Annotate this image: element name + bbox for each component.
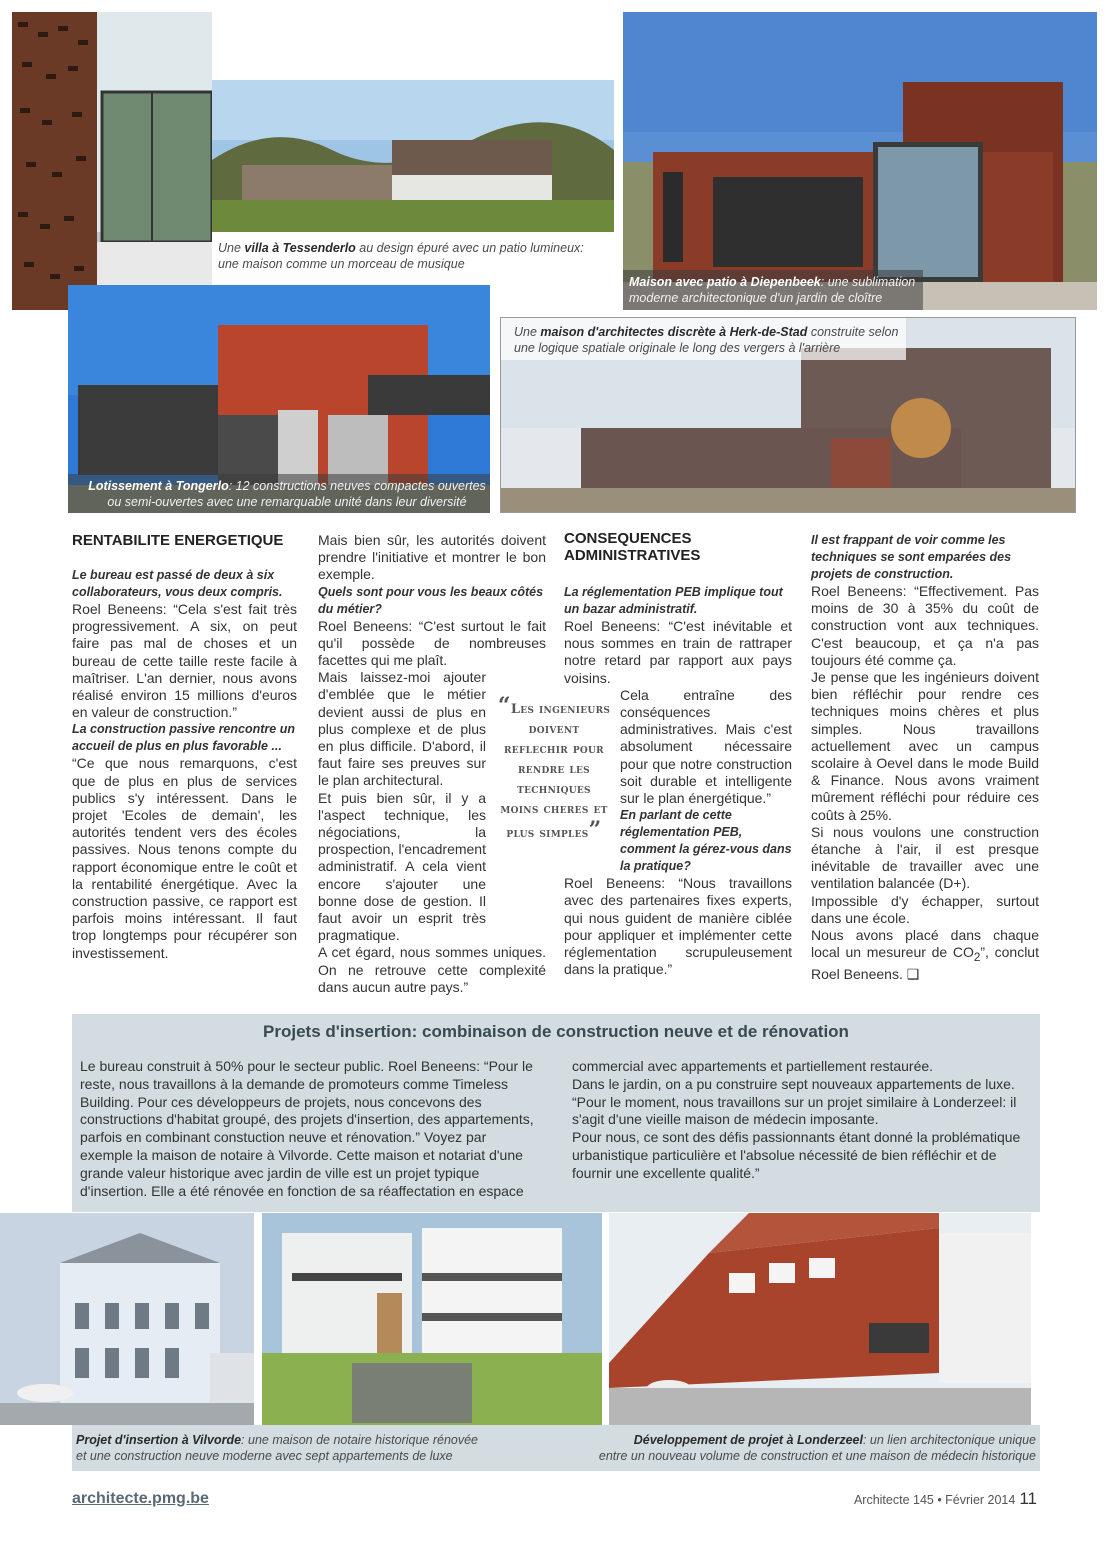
pull-quote-line: techniques <box>517 782 591 797</box>
caption-tessenderlo: Une villa à Tessenderlo au design épuré avec un patio lumineux: une maison comme un morceau de musique <box>218 241 584 271</box>
answer-paragraph: Si nous voulons une construction étanche à l'air, il est presque inévitable de travailler avec une ventilation balancée (D+). <box>811 823 1039 892</box>
column-4 <box>811 532 1039 983</box>
question: La réglementation PEB implique tout un bazar administratif. <box>564 585 783 616</box>
answer-paragraph: Roel Beneens: “C'est inévitable et nous sommes en train de rattraper notre retard par rapport aux pays voisins. <box>564 618 792 686</box>
close-quote-mark: ” <box>588 817 602 843</box>
answer-paragraph: Cela entraîne des conséquences administratives. Mais c'est absolument nécessaire pour que notre construction soit durable et intelligente sur le plan énergétique.” <box>620 686 792 807</box>
end-of-article-mark: ❑ <box>906 966 920 983</box>
heading-consequences: CONSEQUENCES ADMINISTRATIVES <box>564 530 701 564</box>
caption-diepenbeek: Maison avec patio à Diepenbeek: une sublimation moderne architectonique d'un jardin de cloître <box>629 275 916 305</box>
website-link[interactable]: architecte.pmg.be <box>72 1490 209 1507</box>
pull-quote-line: doivent <box>528 722 580 737</box>
photo-tessenderlo-villa <box>212 80 614 232</box>
heading-rentabilite: RENTABILITE ENERGETIQUE <box>72 532 284 549</box>
answer-paragraph: Roel Beneens: “Effectivement. Pas moins de 30 à 35% du coût de construction vont aux techniques. C'est beaucoup, et ça n'a pas toujours été comme ça. <box>811 583 1039 668</box>
issue-label: Architecte 145 • Février 2014 <box>853 1493 1016 1507</box>
pull-quote-line: plus simples <box>506 826 589 841</box>
caption-herk-de-stad: Une maison d'architectes discrète à Herk-de-Stad construite selon une logique spatiale originale le long des vergers à l'arrière <box>514 325 899 355</box>
answer-paragraph: Impossible d'y échapper, surtout dans une école. <box>811 892 1039 926</box>
question: Le bureau est passé de deux à six collaborateurs, vous deux compris. <box>72 568 283 599</box>
answer-paragraph: Et puis bien sûr, il y a l'aspect technique, les négociations, la prospection, l'encadrement administratif. A cela vient encore s'ajouter une bonne dose de gestion. Il faut avoir un esprit très pragmatique. <box>318 789 486 944</box>
pull-quote-line: rendre les <box>518 762 590 777</box>
answer-paragraph: Je pense que les ingénieurs doivent bien réfléchir pour rendre ces techniques moins chères et plus simples. Nous travaillons actuellement avec un campus scolaire à Oevel dans le mode Build & Finance. Nous avons vraiment mûrement réfléchi pour réduire ces coûts à 25%. <box>811 669 1039 823</box>
sidebar-box-title: Projets d'insertion: combinaison de construction neuve et de rénovation <box>263 1022 849 1041</box>
column-3 <box>564 530 792 978</box>
pull-quote-line: reflechir pour <box>504 742 604 757</box>
photo-vilvorde-new-building <box>262 1213 602 1425</box>
pull-quote-line: Les ingenieurs <box>510 702 611 717</box>
sidebar-box-left-text: Le bureau construit à 50% pour le secteur public. Roel Beneens: “Pour le reste, nous travaillons à la demande de promoteurs comme Timeless Building. Pour ces développeurs de projets, nous concevons des constructions d'habitat groupé, des projets d'insertion, des appartements, parfois en combinant constuction neuve et rénovation.” Voyez par exemple la maison de notaire à Vilvorde. Cette maison et notariat d'une grande valeur historique avec jardin de ville est un projet typique d'insertion. Elle a été rénovée en fonction de sa réaffectation en espace <box>80 1058 534 1199</box>
caption-londerzeel: Développement de projet à Londerzeel: un lien architectonique unique entre un nouveau volume de construction et une maison de médecin historique <box>598 1433 1036 1463</box>
photo-londerzeel <box>609 1213 1031 1425</box>
answer-paragraph: Roel Beneens: “Nous travaillons avec des partenaires fixes experts, qui nous guident de manière ciblée pour appliquer et implémenter cette réglementation scrupuleusement dans la pratique.” <box>564 875 792 978</box>
photo-diepenbeek <box>623 12 1097 310</box>
photo-vilvorde-notary-house <box>0 1213 254 1425</box>
answer-paragraph: A cet égard, nous sommes uniques. On ne retrouve cette complexité dans aucun autre pays.” <box>318 944 546 995</box>
question: Quels sont pour vous les beaux côtés du métier? <box>318 584 544 616</box>
sidebar-box-right-text: commercial avec appartements et partiellement restaurée. Dans le jardin, on a pu construire sept nouveaux appartements de luxe. “Pour le moment, nous travaillons sur un projet similaire à Londerzeel: il s'agit d'une vieille maison de médecin imposante. Pour nous, ce sont des défis passionnants étant donné la problématique urbanistique particulière et l'absolue nécessité de bien réfléchir et de fournir une excellente qualité.” <box>572 1058 1021 1181</box>
open-quote-mark: “ <box>497 693 511 719</box>
issue-info <box>854 1489 1037 1509</box>
answer-paragraph: Mais laissez-moi ajouter d'emblée que le métier devient aussi de plus en plus complexe et de plus en plus difficile. D'abord, il faut faire ses preuves sur le plan architectural. <box>318 669 486 789</box>
answer-paragraph: Roel Beneens: “C'est surtout le fait qu'il possède de nombreuses facettes qui me plaît. <box>318 617 546 669</box>
paragraph: Mais bien sûr, les autorités doivent prendre l'initiative et montrer le bon exemple. <box>318 532 546 583</box>
answer-paragraph: Roel Beneens: “Cela s'est fait très progressivement. A six, on peut faire pas mal de choses et un bureau de cette taille reste facile à maîtriser. L'an dernier, nous avons réalisé environ 15 millions d'euros en valeur de construction.” <box>72 601 297 721</box>
answer-paragraph: “Ce que nous remarquons, c'est que de plus en plus de services publics s'y intéressent. Dans le projet 'Ecoles de demain', les autorités tendent vers des écoles passives. Nous tenons compte du rapport économique entre le coût et la rentabilité énergétique. Avec la construction passive, ce rapport est parfois moins intéressant. Il faut trop longtemps pour récupérer son investissement. <box>72 755 297 961</box>
caption-tongerlo: Lotissement à Tongerlo: 12 constructions neuves compactes ouvertes ou semi-ouvertes avec une remarquable unité dans leur diversité <box>88 479 486 509</box>
caption-vilvorde: Projet d'insertion à Vilvorde: une maison de notaire historique rénovée et une construction neuve moderne avec sept appartements de luxe <box>76 1433 479 1463</box>
question: Il est frappant de voir comme les techniques se sont emparées des projets de construction. <box>811 533 1012 581</box>
question: En parlant de cette réglementation PEB, comment la gérez-vous dans la pratique? <box>620 808 792 874</box>
page-number: 11 <box>1019 1489 1037 1508</box>
column-1 <box>72 532 297 962</box>
photo-tessenderlo-patio <box>12 12 212 310</box>
answer-paragraph: Nous avons placé dans chaque local un mesureur de $CO_2$”, conclut Roel Beneens. ❑ <box>811 927 1039 983</box>
sidebar-box-projets-insertion <box>72 1014 1040 1212</box>
question: La construction passive rencontre un accueil de plus en plus favorable ... <box>72 722 295 754</box>
pull-quote-line: moins cheres et <box>500 802 608 817</box>
